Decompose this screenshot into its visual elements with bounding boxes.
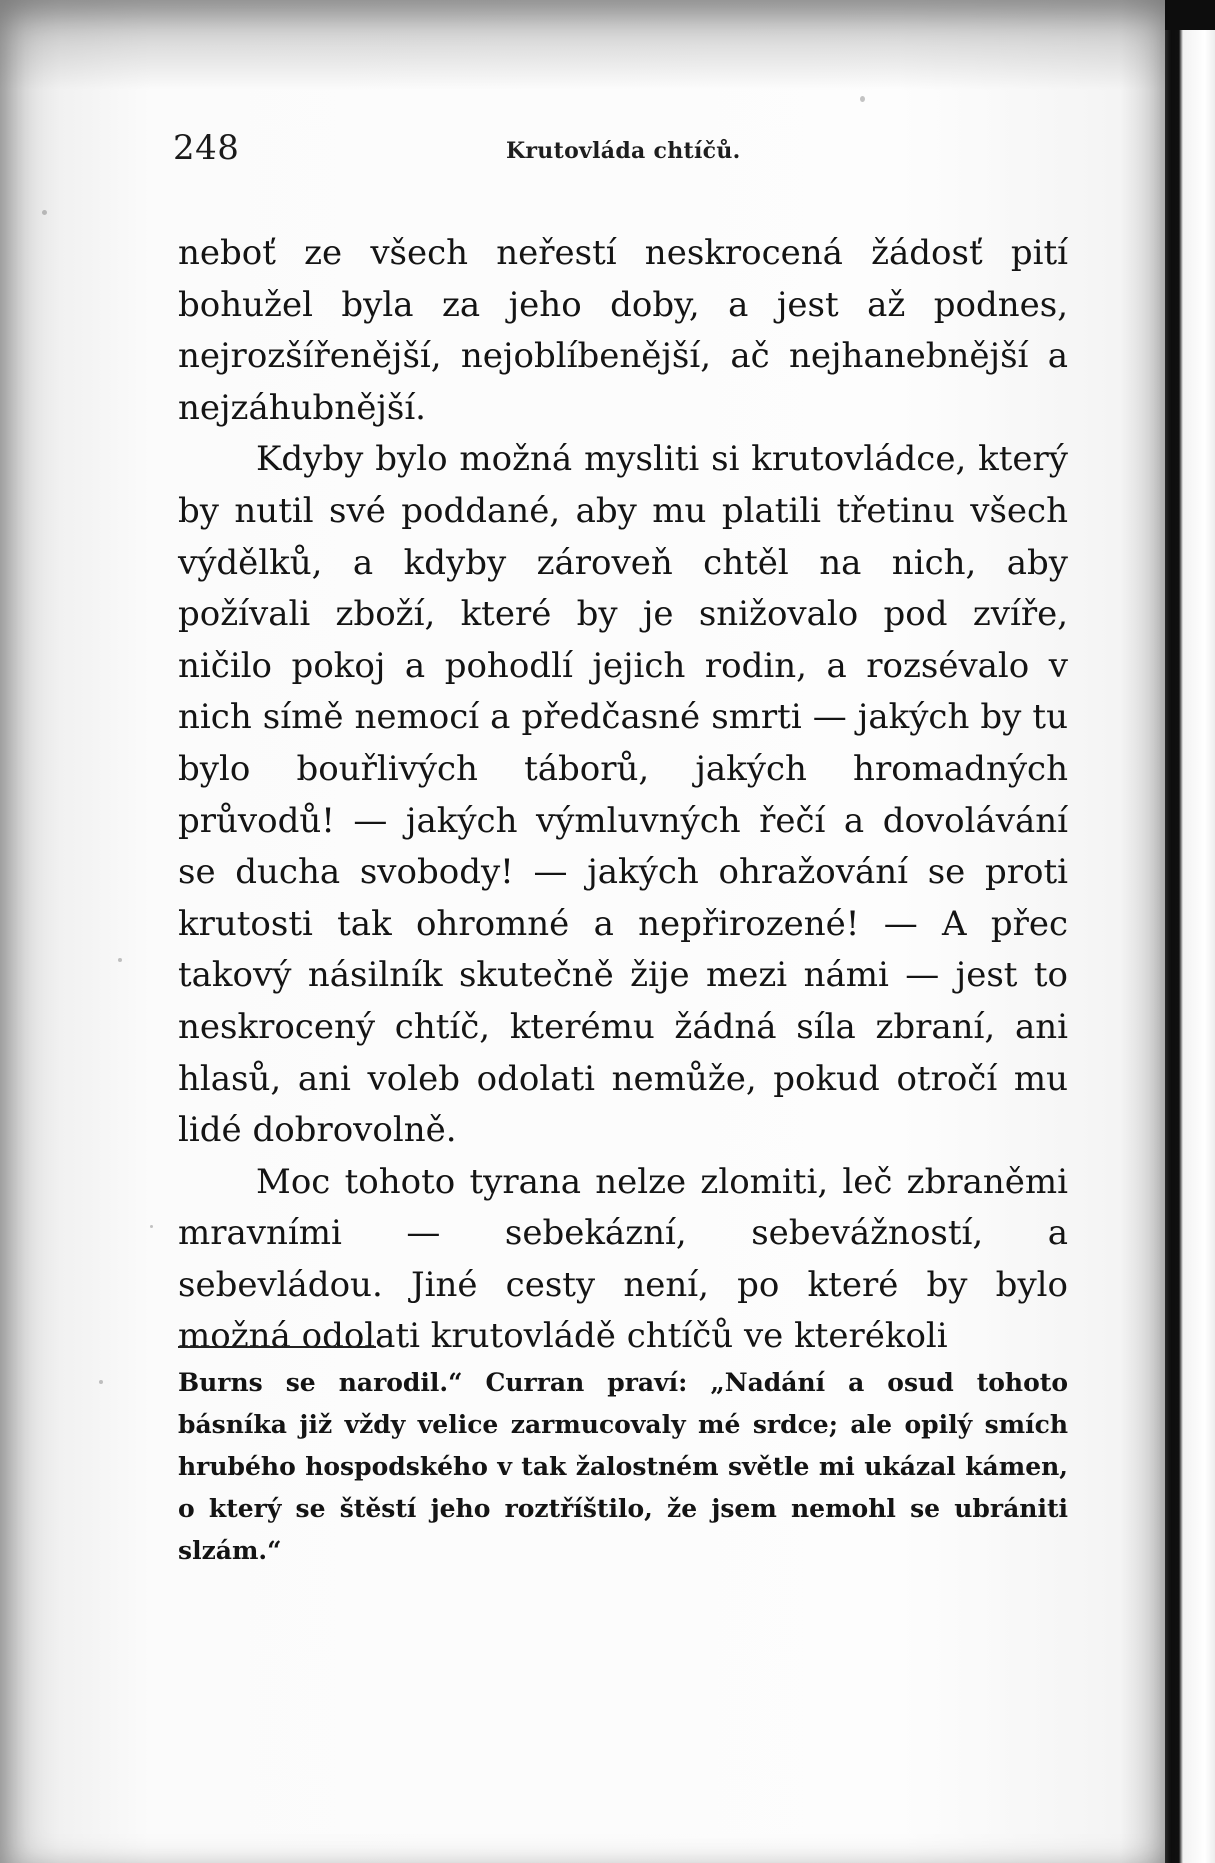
- page-header: [173, 128, 1073, 168]
- adjacent-page-edge: [1165, 0, 1215, 1863]
- body-text: [178, 228, 1068, 1363]
- paragraph: neboť ze všech neřestí neskrocená žádosť pití bohužel byla za jeho doby, a jest až podnes, nejrozšířenější, nejoblíbenější, ač nejhanebnější a nejzáhubnější.: [178, 233, 1068, 428]
- running-title: Krutovláda chtíčů.: [506, 138, 741, 164]
- paragraph: Moc tohoto tyrana nelze zlomiti, leč zbraněmi mravními — sebekázní, sebevážností, a sebevládou. Jiné cesty není, po které by bylo možná odolati krutovládě chtíčů ve kterékoli: [178, 1161, 1068, 1357]
- footnote-rule: [178, 1346, 376, 1348]
- page-number: 248: [173, 128, 240, 168]
- footnote-text: Burns se narodil.“ Curran praví: „Nadání a osud tohoto básníka již vždy velice zarmucovaly mé srdce; ale opilý smích hrubého hospodského v tak žalostném světle mi ukázal kámen, o který se štěstí jeho roztříštilo, že jsem nemohl se ubrániti slzám.“: [178, 1368, 1068, 1565]
- paragraph: Kdyby bylo možná mysliti si krutovládce, který by nutil své poddané, aby mu platili třetinu všech výdělků, a kdyby zároveň chtěl na nich, aby požívali zboží, které by je snižovalo pod zvíře, ničilo pokoj a pohodlí jejich rodin, a rozsévalo v nich símě nemocí a předčasné smrti — jakých by tu bylo bouřlivých táborů, jakých hromadných průvodů! — jakých výmluvných řečí a dovolávání se ducha svobody! — jakých ohražování se proti krutosti tak ohromné a nepřirozené! — A přec takový násilník skutečně žije mezi námi — jest to neskrocený chtíč, kterému žádná síla zbraní, ani hlasů, ani voleb odolati nemůže, pokud otročí mu lidé dobrovolně.: [178, 439, 1068, 1151]
- footnote: [178, 1362, 1068, 1572]
